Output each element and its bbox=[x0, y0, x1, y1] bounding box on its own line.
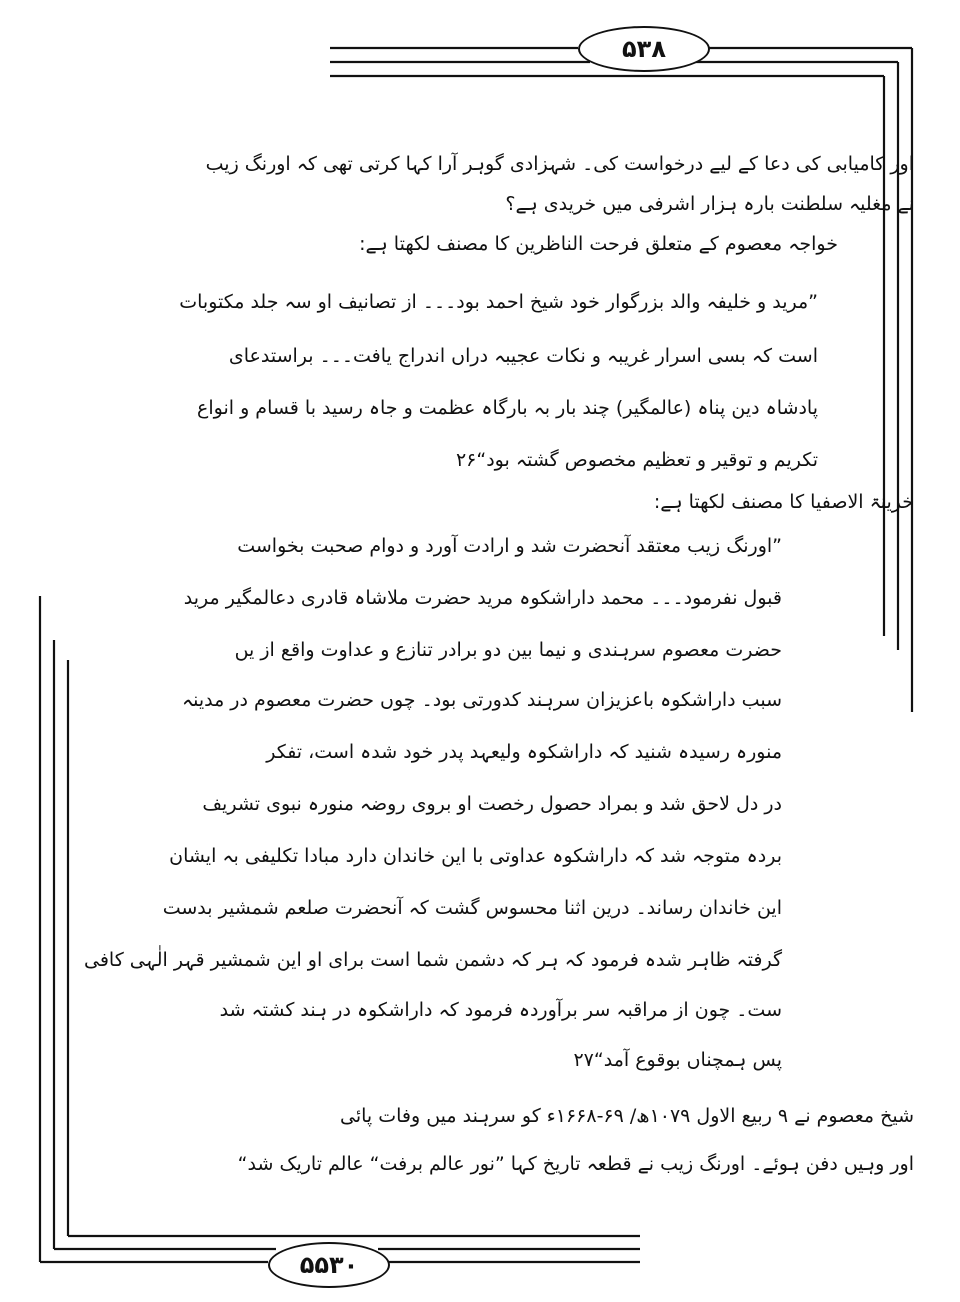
text-line: در دل لاحق شد و بمراد حصول رخصت او بروی روضہ منورہ نبوی تشریف bbox=[202, 793, 782, 815]
text-line: اور وہیں دفن ہوئے۔ اورنگ زیب نے قطعہ تاریخ کہا ”نور عالم برفت“ عالم تاریک شد“ bbox=[237, 1153, 914, 1175]
page-number-top: ۵۳۸ bbox=[578, 26, 710, 72]
text-line: سبب داراشکوہ باعزیزان سرہند کدورتی بود۔ چوں حضرت معصوم در مدینہ bbox=[181, 689, 782, 711]
text-line: شیخ معصوم نے ۹ ربیع الاول ۱۰۷۹ھ/ ۶۹-۱۶۶۸ء کو سرہند میں وفات پائی bbox=[339, 1105, 914, 1127]
text-line: تکریم و توقیر و تعظیم مخصوص گشتہ بود“۲۶ bbox=[455, 449, 818, 471]
text-line: خواجہ معصوم کے متعلق فرحت الناظرین کا مصنف لکھتا ہے: bbox=[359, 233, 838, 255]
text-line: منورہ رسیدہ شنید کہ داراشکوہ ولیعہد پدر خود شدہ است، تفکر bbox=[266, 741, 782, 763]
text-line: گرفتہ ظاہر شدہ فرمود کہ ہر کہ دشمن شما است برای او این شمشیر قہر الٰہی کافی bbox=[84, 949, 782, 971]
text-line: ست۔ چون از مراقبہ سر برآوردہ فرمود کہ داراشکوہ در ہند کشتہ شد bbox=[219, 999, 782, 1021]
text-line: ”اورنگ زیب معتقد آنحضرت شد و ارادت آورد و دوام صحبت بخواست bbox=[237, 535, 782, 557]
text-line: حضرت معصوم سرہندی و نیما بین دو برادر تنازع و عداوت واقع از یں bbox=[234, 639, 782, 661]
text-line: اور کامیابی کی دعا کے لیے درخواست کی۔ شہزادی گوہر آرا کہا کرتی تھی کہ اورنگ زیب bbox=[205, 153, 914, 175]
text-line: خزینۃ الاصفیا کا مصنف لکھتا ہے: bbox=[653, 491, 914, 513]
text-line: است کہ بسی اسرار غریبہ و نکات عجیبہ دراں اندراج یافت۔۔۔ براستدعای bbox=[228, 345, 818, 367]
text-line: قبول نفرمود۔۔۔ محمد داراشکوہ مرید حضرت ملاشاہ قادری دعالمگیر مرید bbox=[183, 587, 782, 609]
text-line: ”مرید و خلیفہ والد بزرگوار خود شیخ احمد بود۔۔۔ از تصانیف او سہ جلد مکتوبات bbox=[179, 291, 818, 313]
text-line: این خاندان رساند۔ درین اثنا محسوس گشت کہ آنحضرت صلعم شمشیر بدست bbox=[162, 897, 782, 919]
text-line: نے مغلیہ سلطنت بارہ ہزار اشرفی میں خریدی ہے؟ bbox=[505, 193, 914, 215]
text-line: بردہ متوجہ شد کہ داراشکوہ عداوتی با این خاندان دارد مبادا تکلیفی بہ ایشان bbox=[169, 845, 782, 867]
text-line: پس ہمچناں بوقوع آمد“۲۷ bbox=[573, 1049, 782, 1071]
page-number-bottom: ۵۵۳۰ bbox=[268, 1242, 390, 1288]
text-line: پادشاہ دین پناہ (عالمگیر) چند بار بہ بارگاہ عظمت و جاہ رسید با قسام و انواع bbox=[197, 397, 818, 419]
